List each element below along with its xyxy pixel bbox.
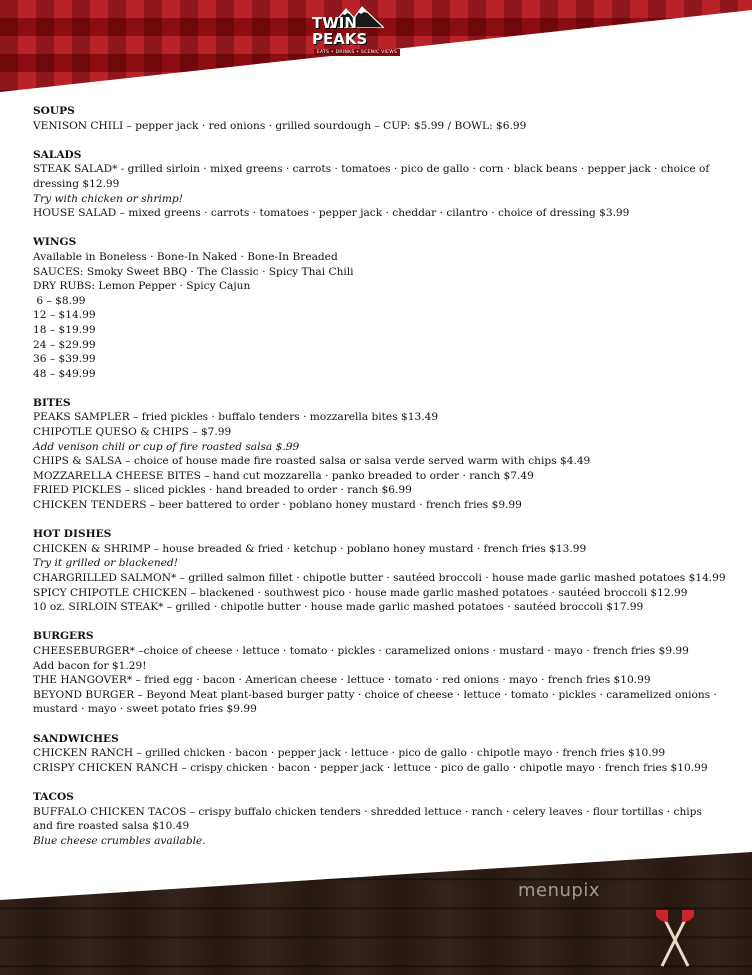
section-burgers [33,629,723,717]
wings-sauces: SAUCES: Smoky Sweet BBQ · The Classic · Spicy Thai Chili [33,265,354,278]
menu-item-chipotle-queso: CHIPOTLE QUESO & CHIPS – $7.99 [33,426,232,439]
menu-item-venison-chili: VENISON CHILI – pepper jack · red onions · grilled sourdough – CUP: $5.99 / BOWL: $6.99 [33,119,527,132]
menu-item-chicken-tenders: CHICKEN TENDERS – beer battered to order · poblano honey mustard · french fries $9.99 [33,499,522,512]
section-salads [33,148,723,221]
wings-styles: Available in Boneless · Bone-In Naked · Bone-In Breaded [33,250,338,263]
menu-item-fried-pickles: FRIED PICKLES – sliced pickles · hand breaded to order · ranch $6.99 [33,484,412,497]
section-title: SALADS [33,148,82,161]
crossed-axes-icon [654,908,696,970]
menu-item-sirloin-steak: 10 oz. SIRLOIN STEAK* – grilled · chipotle butter · house made garlic mashed potatoes · sautéed broccoli $17.99 [33,601,644,614]
menu-note: Try it grilled or blackened! [33,557,178,570]
section-title: SOUPS [33,105,75,117]
wings-price-18: 18 – $19.99 [33,323,96,336]
menu-item-peaks-sampler: PEAKS SAMPLER – fried pickles · buffalo tenders · mozzarella bites $13.49 [33,411,439,424]
section-title: BITES [33,396,71,409]
section-title: TACOS [33,790,74,803]
menu-item-steak-salad: STEAK SALAD* - grilled sirloin · mixed greens · carrots · tomatoes · pico de gallo · corn · black beans · pepper jack · choice of dressing $12.99 [33,163,710,190]
menu-item-spicy-chipotle-chicken: SPICY CHIPOTLE CHICKEN – blackened · southwest pico · house made garlic mashed potatoes · sautéed broccoli $12.99 [33,586,688,599]
section-sandwiches [33,732,723,776]
menu-item-beyond-burger: BEYOND BURGER – Beyond Meat plant-based burger patty · choice of cheese · lettuce · tomato · pickles · caramelized onions · mustard · mayo · sweet potato fries $9.99 [33,688,717,716]
wings-price-12: 12 – $14.99 [33,309,96,322]
section-title: HOT DISHES [33,528,112,541]
menu-note: Add venison chili or cup of fire roasted salsa $.99 [33,440,300,453]
twin-peaks-logo [312,6,402,56]
wings-price-24: 24 – $29.99 [33,338,96,351]
section-title: SANDWICHES [33,732,119,745]
menu-note: Blue cheese crumbles available. [33,834,206,847]
wood-footer [0,852,752,975]
menu-item-chicken-ranch: CHICKEN RANCH – grilled chicken · bacon · pepper jack · lettuce · pico de gallo · chipotle mayo · french fries $10.99 [33,747,666,760]
menu-content [33,104,726,863]
wings-price-36: 36 – $39.99 [33,353,96,366]
menu-item-mozzarella-bites: MOZZARELLA CHEESE BITES – hand cut mozzarella · panko breaded to order · ranch $7.49 [33,469,534,482]
menupix-watermark: menupix [518,880,601,901]
wings-dry-rubs: DRY RUBS: Lemon Pepper · Spicy Cajun [33,280,251,293]
menu-item-chips-salsa: CHIPS & SALSA – choice of house made fire roasted salsa or salsa verde served warm with chips $4.49 [33,455,591,468]
logo-title: TWIN PEAKS [312,14,368,48]
menu-note: Try with chicken or shrimp! [33,192,183,205]
menu-item-chargrilled-salmon: CHARGRILLED SALMON* – grilled salmon fillet · chipotle butter · sautéed broccoli · house made garlic mashed potatoes $14.99 [33,572,726,584]
wings-price-48: 48 – $49.99 [33,367,96,380]
menu-item-chicken-shrimp: CHICKEN & SHRIMP – house breaded & fried · ketchup · poblano honey mustard · french fries $13.99 [33,542,587,555]
section-soups [33,104,723,133]
section-title: BURGERS [33,630,94,643]
menu-item-buffalo-chicken-tacos: BUFFALO CHICKEN TACOS – crispy buffalo chicken tenders · shredded lettuce · ranch · celery leaves · flour tortillas · chips and fire roasted salsa $10.49 [33,805,702,833]
menu-item-crispy-chicken-ranch: CRISPY CHICKEN RANCH – crispy chicken · bacon · pepper jack · lettuce · pico de gallo · chipotle mayo · french fries $10.99 [33,761,708,774]
menu-item-the-hangover: THE HANGOVER* – fried egg · bacon · American cheese · lettuce · tomato · red onions · mayo · french fries $10.99 [33,674,651,687]
wings-price-6: 6 – $8.99 [33,294,86,307]
section-title: WINGS [33,236,77,249]
section-hot-dishes [33,527,726,615]
menu-note: Add bacon for $1.29! [33,659,147,672]
section-wings [33,235,723,381]
menu-item-cheeseburger: CHEESEBURGER* –choice of cheese · lettuce · tomato · pickles · caramelized onions · mustard · mayo · french fries $9.99 [33,644,689,657]
section-bites [33,396,723,513]
section-tacos [33,790,723,848]
logo-tagline: EATS • DRINKS • SCENIC VIEWS [314,49,400,56]
menu-item-house-salad: HOUSE SALAD – mixed greens · carrots · tomatoes · pepper jack · cheddar · cilantro · choice of dressing $3.99 [33,207,630,220]
